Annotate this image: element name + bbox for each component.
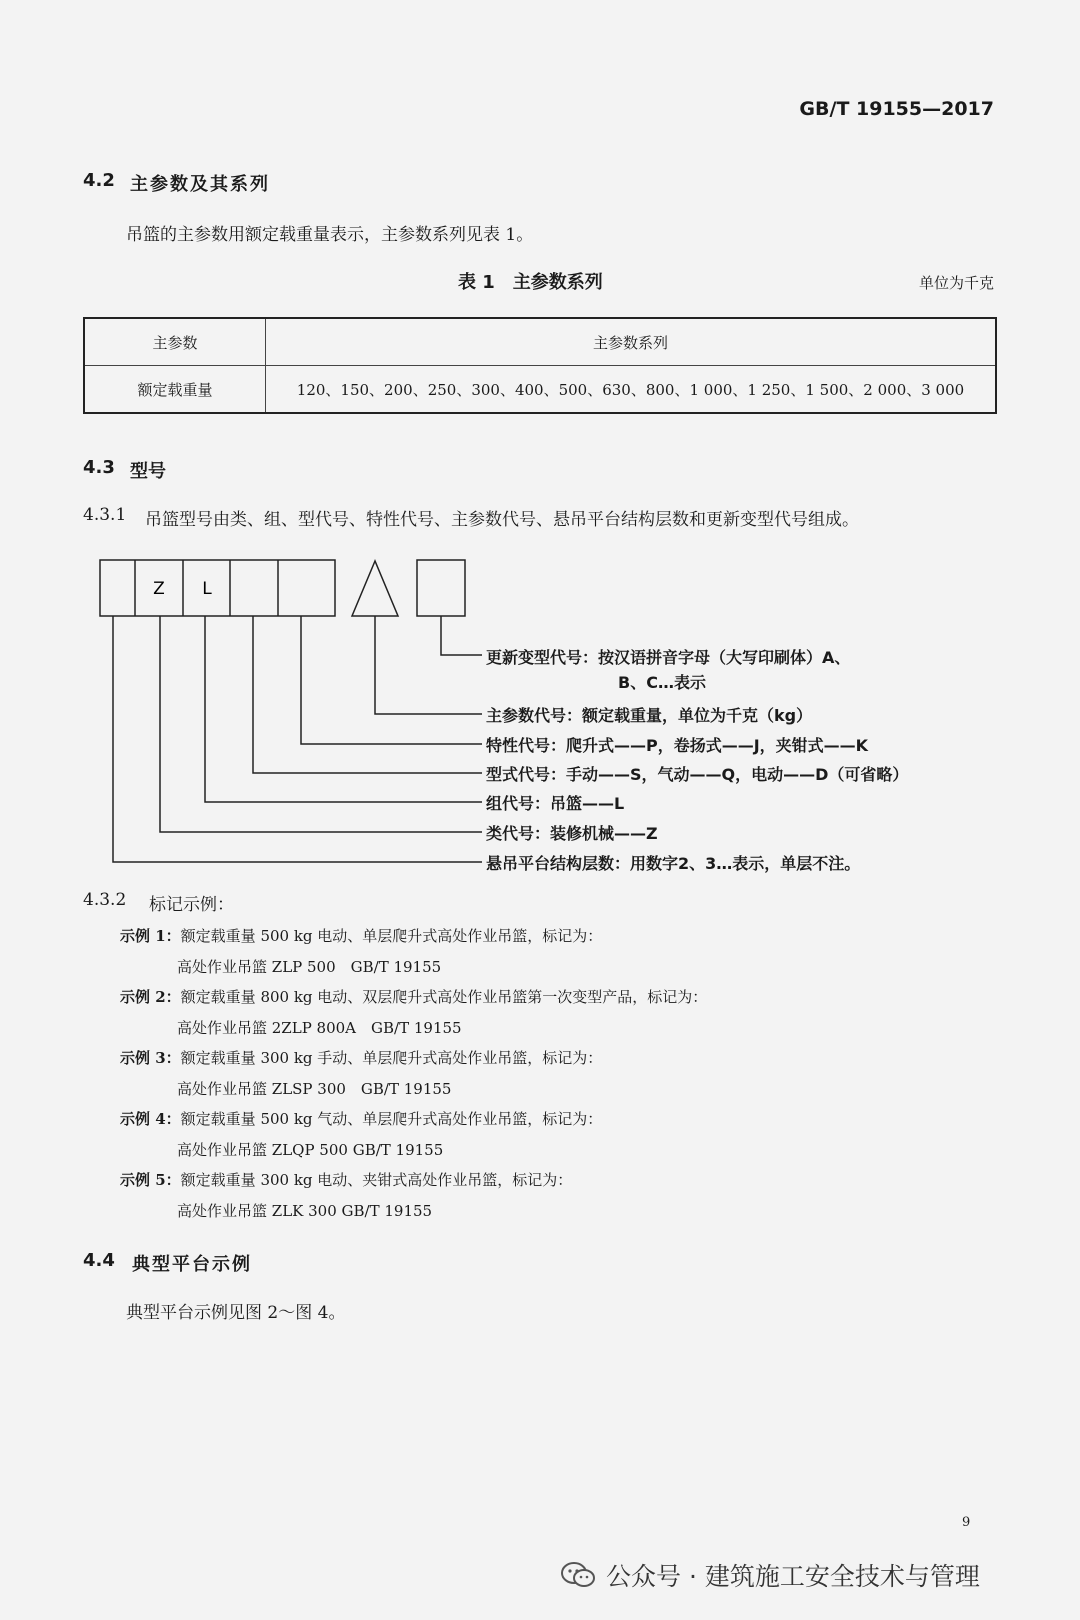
example-2 [120,986,707,1007]
table-1-caption: 表 1 主参数系列 [458,272,603,293]
main-parameter-triangle [352,561,398,616]
section-4-4-number: 4.4 [83,1250,115,1271]
example-text: 额定载重量 800 kg 电动、双层爬升式高处作业吊篮第一次变型产品，标记为： [180,988,708,1006]
table-1-unit: 单位为千克 [918,274,994,292]
legend-type-code: 型式代号：手动——S，气动——Q，电动——D（可省略） [486,765,909,784]
example-5-mark: 高处作业吊篮 ZLK 300 GB/T 19155 [177,1202,433,1220]
example-text: 额定载重量 300 kg 电动、夹钳式高处作业吊篮，标记为： [180,1171,573,1189]
example-text: 额定载重量 500 kg 气动、单层爬升式高处作业吊篮，标记为： [180,1110,603,1128]
example-4-mark: 高处作业吊篮 ZLQP 500 GB/T 19155 [177,1141,444,1159]
example-2-mark: 高处作业吊篮 2ZLP 800A GB/T 19155 [177,1019,462,1037]
section-4-4-title: 典型平台示例 [132,1254,252,1275]
table-cell: 额定载重量 [84,366,266,414]
variant-code-box [417,560,465,616]
section-4-3-2-number: 4.3.2 [83,890,127,910]
section-4-3-title: 型号 [130,461,166,482]
example-label: 示例 5： [120,1171,181,1189]
example-label: 示例 2： [120,988,181,1006]
section-4-3-1-paragraph: 吊篮型号由类、组、型代号、特性代号、主参数代号、悬吊平台结构层数和更新变型代号组成。 [145,510,859,530]
example-5 [120,1169,572,1190]
section-4-3-2-title: 标记示例： [149,895,234,915]
example-label: 示例 4： [120,1110,181,1128]
legend-variant-code-cont: B、C…表示 [618,673,706,692]
standard-number: GB/T 19155—2017 [799,98,994,120]
example-1-mark: 高处作业吊篮 ZLP 500 GB/T 19155 [177,958,442,976]
wechat-icon [560,1561,596,1589]
example-text: 额定载重量 300 kg 手动、单层爬升式高处作业吊篮，标记为： [180,1049,603,1067]
example-text: 额定载重量 500 kg 电动、单层爬升式高处作业吊篮，标记为： [180,927,603,945]
table-cell: 120、150、200、250、300、400、500、630、800、1 000、1 250、1 500、2 000、3 000 [266,366,997,414]
section-4-2-number: 4.2 [83,170,115,191]
legend-characteristic-code: 特性代号：爬升式——P，卷扬式——J，夹钳式——K [486,736,869,755]
watermark [560,1557,980,1593]
legend-group-code: 组代号：吊篮——L [486,794,625,813]
example-label: 示例 1： [120,927,181,945]
code-box-l: L [202,579,212,599]
legend-variant-code: 更新变型代号：按汉语拼音字母（大写印刷体）A、 [486,648,851,667]
section-4-2-paragraph: 吊篮的主参数用额定载重量表示，主参数系列见表 1。 [126,225,534,245]
section-4-4-paragraph: 典型平台示例见图 2～图 4。 [126,1303,346,1323]
example-1 [120,925,602,946]
section-4-2-title: 主参数及其系列 [130,174,270,195]
table-header-cell: 主参数系列 [266,318,997,366]
example-label: 示例 3： [120,1049,181,1067]
example-4 [120,1108,602,1129]
page-number: 9 [962,1515,971,1530]
table-header-cell: 主参数 [84,318,266,366]
code-box-z: Z [153,579,165,599]
section-4-3-1-number: 4.3.1 [83,505,127,525]
example-3 [120,1047,602,1068]
legend-class-code: 类代号：装修机械——Z [486,824,658,843]
legend-main-parameter: 主参数代号：额定载重量，单位为千克（kg） [486,706,813,725]
legend-layer-count: 悬吊平台结构层数：用数字2、3…表示，单层不注。 [486,854,861,873]
example-3-mark: 高处作业吊篮 ZLSP 300 GB/T 19155 [177,1080,452,1098]
watermark-text: 公众号 · 建筑施工安全技术与管理 [606,1562,980,1591]
section-4-3-number: 4.3 [83,457,115,478]
